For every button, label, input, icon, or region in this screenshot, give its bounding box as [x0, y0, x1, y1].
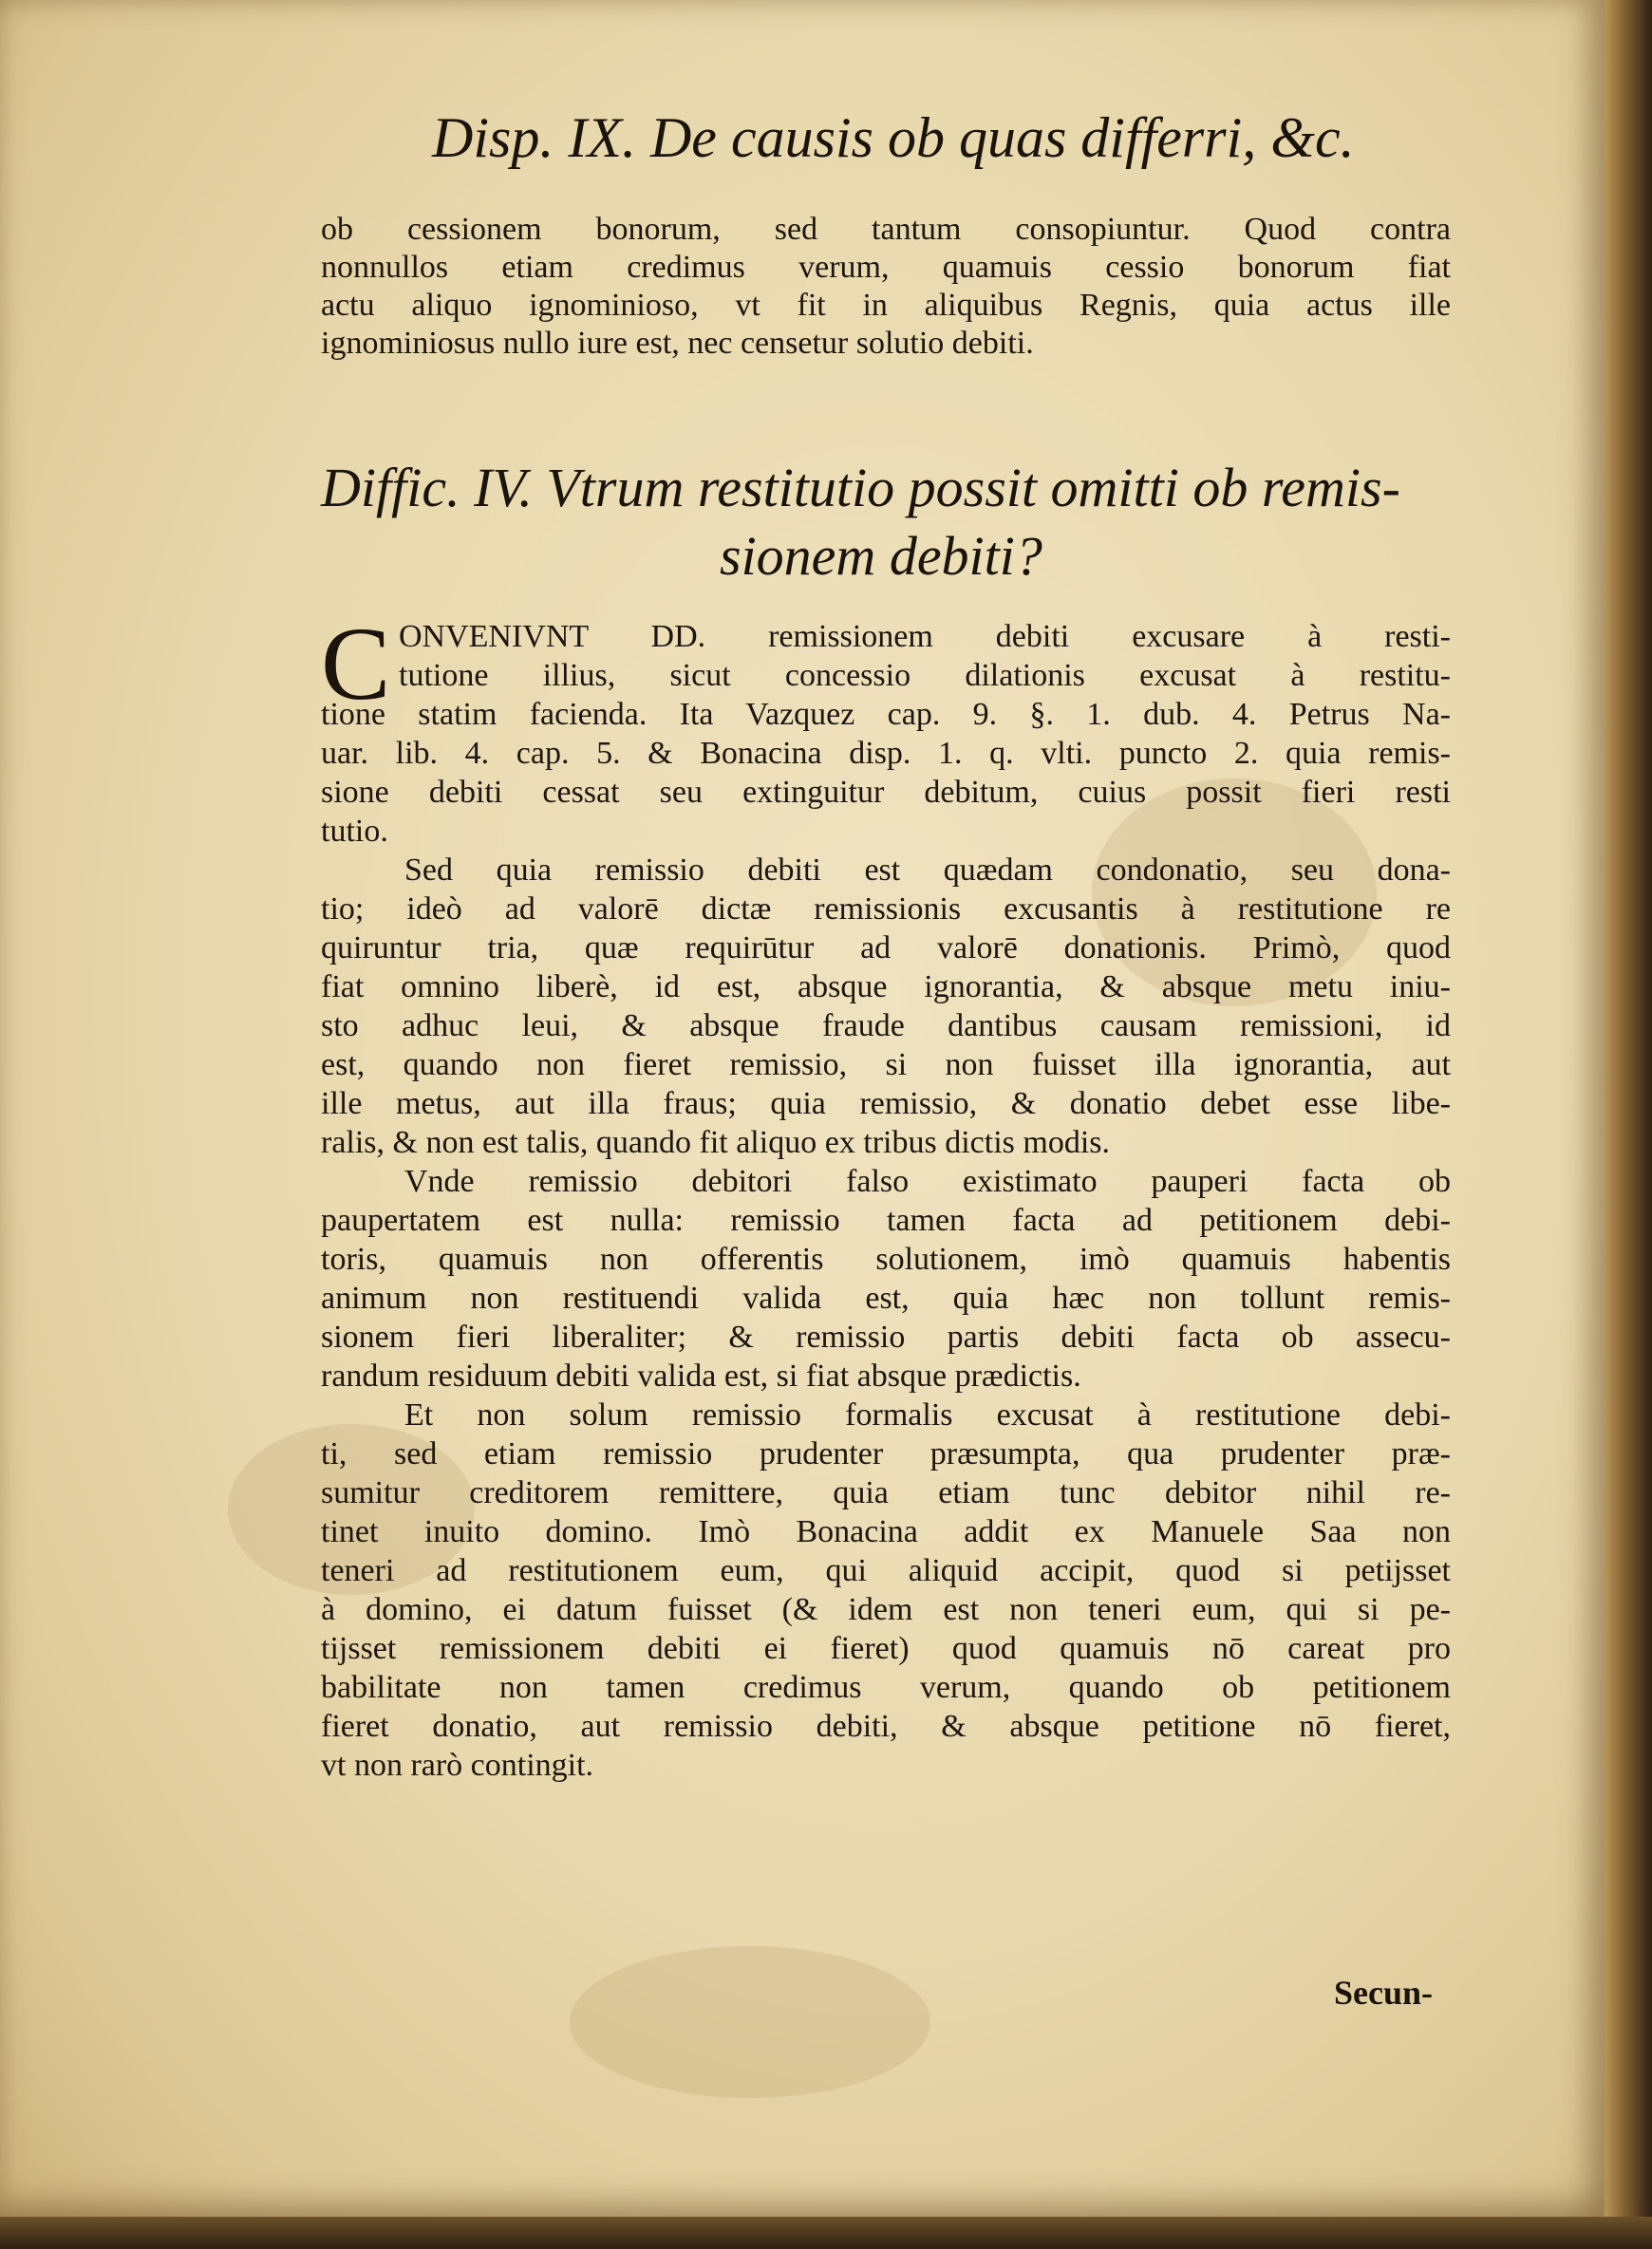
body-text	[321, 606, 1451, 1785]
text-line: tijsset remissionem debiti ei fieret) quod quamuis nō careat pro	[321, 1631, 1451, 1666]
text-line: tutio.	[321, 814, 388, 849]
text-line: sto adhuc leui, & absque fraude dantibus causam remissioni, id	[321, 1008, 1451, 1043]
text-line: tutione illius, sicut concessio dilationis excusat à restitu-	[399, 658, 1451, 693]
paragraph	[321, 606, 1451, 851]
text-line: tio; ideò ad valorē dictæ remissionis excusantis à restitutione re	[321, 891, 1451, 927]
text-line: Sed quia remissio debiti est quædam condonatio, seu dona-	[404, 853, 1451, 888]
catchword: Secun-	[1334, 1974, 1434, 2012]
text-line: nonnullos etiam credimus verum, quamuis cessio bonorum fiat	[321, 250, 1451, 285]
text-line: fiat omnino liberè, id est, absque ignorantia, & absque metu iniu-	[321, 969, 1451, 1004]
section-title-line: Diffic. IV. Vtrum restitutio possit omitti ob remis-	[321, 457, 1400, 518]
page-bottom-edge	[0, 2217, 1652, 2249]
text-line: toris, quamuis non offerentis solutionem, imò quamuis habentis	[321, 1242, 1451, 1277]
drop-cap: C	[321, 606, 391, 722]
text-line: ralis, & non est talis, quando fit aliquo ex tribus dictis modis.	[321, 1125, 1111, 1160]
text-line: sionem fieri liberaliter; & remissio partis debiti facta ob assecu-	[321, 1320, 1451, 1355]
text-line: actu aliquo ignominioso, vt fit in aliquibus Regnis, quia actus ille	[321, 288, 1451, 323]
running-head: Disp. IX. De causis ob quas differri, &c.	[432, 106, 1355, 169]
text-line: babilitate non tamen credimus verum, quando ob petitionem	[321, 1670, 1451, 1705]
text-line: quiruntur tria, quæ requirūtur ad valorē donationis. Primò, quod	[321, 930, 1451, 965]
paragraph	[321, 851, 1451, 1162]
text-line: uar. lib. 4. cap. 5. & Bonacina disp. 1. q. vlti. puncto 2. quia remis-	[321, 736, 1451, 771]
text-line: Et non solum remissio formalis excusat à restitutione debi-	[404, 1397, 1451, 1433]
text-line: sumitur creditorem remittere, quia etiam tunc debitor nihil re-	[321, 1475, 1451, 1510]
text-line: ti, sed etiam remissio prudenter præsumpta, qua prudenter præ-	[321, 1436, 1451, 1471]
text-line: ignominiosus nullo iure est, nec censetur solutio debiti.	[321, 326, 1034, 361]
text-line: ob cessionem bonorum, sed tantum consopiuntur. Quod contra	[321, 212, 1451, 247]
text-line: ille metus, aut illa fraus; quia remissio, & donatio debet esse libe-	[321, 1086, 1451, 1121]
intro-paragraph	[321, 211, 1451, 363]
paragraph	[321, 1162, 1451, 1396]
text-line: sione debiti cessat seu extinguitur debitum, cuius possit fieri resti	[321, 775, 1451, 810]
paragraph	[321, 1396, 1451, 1785]
text-line: tinet inuito domino. Imò Bonacina addit ex Manuele Saa non	[321, 1514, 1451, 1549]
paper-stain	[570, 1946, 930, 2098]
section-title	[321, 454, 1460, 590]
text-line: animum non restituendi valida est, quia hæc non tollunt remis-	[321, 1281, 1451, 1316]
text-line: randum residuum debiti valida est, si fiat absque prædictis.	[321, 1359, 1081, 1394]
text-line: paupertatem est nulla: remissio tamen facta ad petitionem debi-	[321, 1203, 1451, 1238]
text-line: teneri ad restitutionem eum, qui aliquid accipit, quod si petijsset	[321, 1553, 1451, 1588]
text-line: vt non rarò contingit.	[321, 1748, 594, 1783]
text-line: fieret donatio, aut remissio debiti, & absque petitione nō fieret,	[321, 1709, 1451, 1744]
text-line: tione statim facienda. Ita Vazquez cap. 9. §. 1. dub. 4. Petrus Na-	[321, 697, 1451, 732]
page-edge	[1605, 0, 1652, 2249]
text-line: à domino, ei datum fuisset (& idem est non teneri eum, qui si pe-	[321, 1592, 1451, 1627]
text-line: ONVENIVNT DD. remissionem debiti excusare à resti-	[399, 619, 1451, 654]
text-line: Vnde remissio debitori falso existimato pauperi facta ob	[404, 1164, 1451, 1199]
section-title-line: sionem debiti?	[720, 525, 1042, 587]
text-line: est, quando non fieret remissio, si non fuisset illa ignorantia, aut	[321, 1047, 1451, 1082]
